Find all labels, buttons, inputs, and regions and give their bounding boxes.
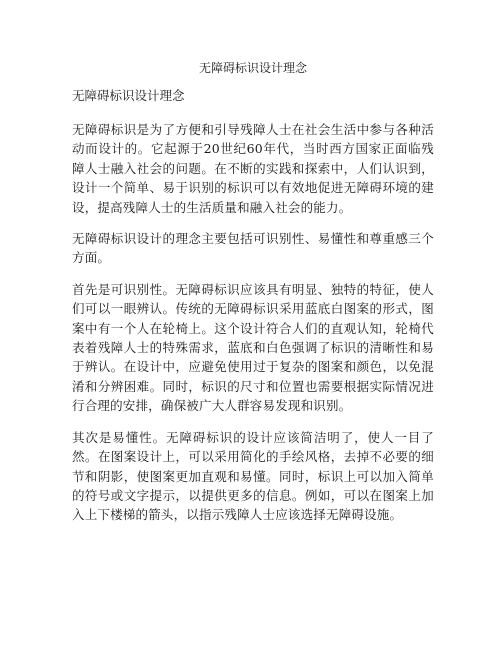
document-page [72, 58, 434, 537]
paragraph-principles: 无障碍标识设计的理念主要包括可识别性、易懂性和尊重感三个方面。 [72, 231, 434, 266]
paragraph-comprehensibility: 其次是易懂性。无障碍标识的设计应该简洁明了，使人一目了然。在图案设计上，可以采用简化的手绘风格，去掉不必要的细节和阴影，使图案更加直观和易懂。同时，标识上可以加入简单的符号或文字提示，以提供更多的信息。例如，可以在图案上加入上下楼梯的箭头，以指示残障人士应该选择无障碍设施。 [72, 429, 434, 523]
document-title: 无障碍标识设计理念 [198, 61, 307, 75]
paragraph-intro: 无障碍标识是为了方便和引导残障人士在社会生活中参与各种活动而设计的。它起源于20世纪60年代，当时西方国家正面临残障人士融入社会的问题。在不断的实践和探索中，人们认识到，设计一个简单、易于识别的标识可以有效地促进无障碍环境的建设，提高残障人士的生活质量和融入社会的能力。 [72, 122, 434, 215]
paragraph-recognizability: 首先是可识别性。无障碍标识应该具有明显、独特的特征，使人们可以一眼辨认。传统的无障碍标识采用蓝底白图案的形式，图案中有一个人在轮椅上。这个设计符合人们的直观认知，轮椅代表着残障人士的特殊需求，蓝底和白色强调了标识的清晰性和易于辨认。在设计中，应避免使用过于复杂的图案和颜色，以免混淆和分辨困难。同时，标识的尺寸和位置也需要根据实际情况进行合理的安排，确保被广大人群容易发现和识别。 [72, 281, 434, 414]
document-subtitle: 无障碍标识设计理念 [72, 88, 185, 103]
